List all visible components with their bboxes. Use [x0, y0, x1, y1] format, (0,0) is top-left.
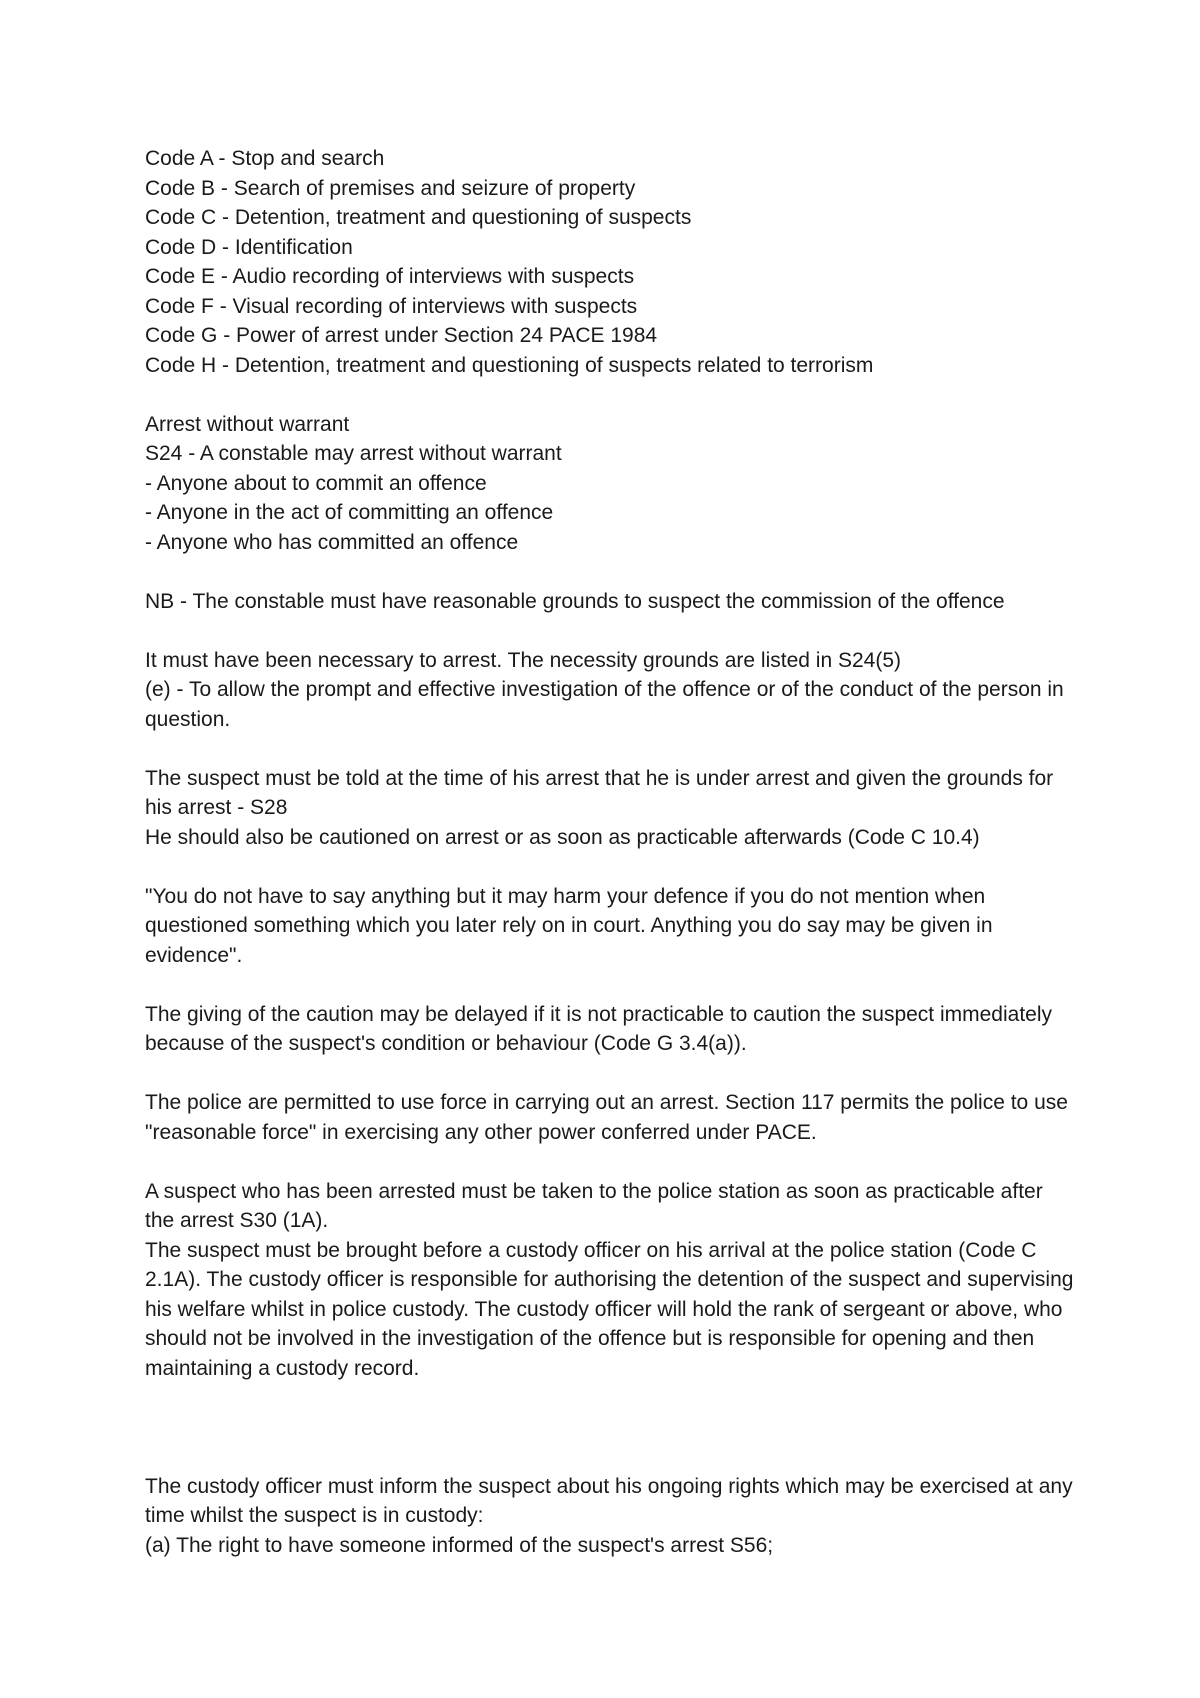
arrest-item: - Anyone about to commit an offence	[145, 471, 487, 495]
document-body	[145, 144, 1075, 1560]
police-station-section	[145, 1177, 1075, 1384]
right-a: (a) The right to have someone informed of the suspect's arrest S56;	[145, 1533, 774, 1557]
taken-to-station-paragraph: A suspect who has been arrested must be taken to the police station as soon as practicable after the arrest S30 (1A).	[145, 1179, 1043, 1232]
custody-officer-paragraph: The suspect must be brought before a custody officer on his arrival at the police station (Code C 2.1A). The custody officer is responsible for authorising the detention of the suspect and supervising his welfare whilst in police custody. The custody officer will hold the rank of sergeant or above, who should not be involved in the investigation of the offence but is responsible for opening and then maintaining a custody record.	[145, 1238, 1074, 1380]
rights-intro: The custody officer must inform the suspect about his ongoing rights which may be exercised at any time whilst the suspect is in custody:	[145, 1474, 1073, 1527]
caution-quote: "You do not have to say anything but it may harm your defence if you do not mention when questioned something which you later rely on in court. Anything you do say may be given in evidence".	[145, 884, 993, 967]
arrest-heading: Arrest without warrant	[145, 412, 350, 436]
necessity-ground-e: (e) - To allow the prompt and effective investigation of the offence or of the conduct of the person in question.	[145, 678, 1064, 731]
code-c-line: Code C - Detention, treatment and questioning of suspects	[145, 206, 692, 229]
use-of-force-paragraph: The police are permitted to use force in carrying out an arrest. Section 117 permits the police to use "reasonable force" in exercising any other power conferred under PACE.	[145, 1091, 1068, 1144]
code-e-line: Code E - Audio recording of interviews with suspects	[145, 265, 635, 288]
arrest-item: - Anyone who has committed an offence	[145, 530, 519, 554]
nb-paragraph: NB - The constable must have reasonable grounds to suspect the commission of the offence	[145, 589, 1005, 613]
pace-codes-list	[145, 144, 1075, 380]
caution-delay-paragraph: The giving of the caution may be delayed if it is not practicable to caution the suspect immediately because of the suspect's condition or behaviour (Code G 3.4(a)).	[145, 1002, 1052, 1055]
necessity-line: It must have been necessary to arrest. The necessity grounds are listed in S24(5)	[145, 648, 901, 672]
code-d-line: Code D - Identification	[145, 235, 353, 259]
told-of-arrest-paragraph: The suspect must be told at the time of his arrest that he is under arrest and given the grounds for his arrest - S28	[145, 766, 1054, 819]
rights-section	[145, 1472, 1075, 1561]
arrest-item: - Anyone in the act of committing an offence	[145, 501, 554, 524]
code-b-line: Code B - Search of premises and seizure of property	[145, 176, 636, 200]
necessity-section	[145, 646, 1075, 735]
grounds-section	[145, 764, 1075, 853]
caution-requirement-line: He should also be cautioned on arrest or as soon as practicable afterwards (Code C 10.4)	[145, 825, 980, 849]
code-a-line: Code A - Stop and search	[145, 147, 385, 170]
arrest-section	[145, 410, 1075, 558]
code-h-line: Code H - Detention, treatment and questioning of suspects related to terrorism	[145, 353, 874, 377]
s24-line: S24 - A constable may arrest without warrant	[145, 442, 562, 465]
code-f-line: Code F - Visual recording of interviews with suspects	[145, 294, 638, 318]
code-g-line: Code G - Power of arrest under Section 24 PACE 1984	[145, 324, 658, 347]
